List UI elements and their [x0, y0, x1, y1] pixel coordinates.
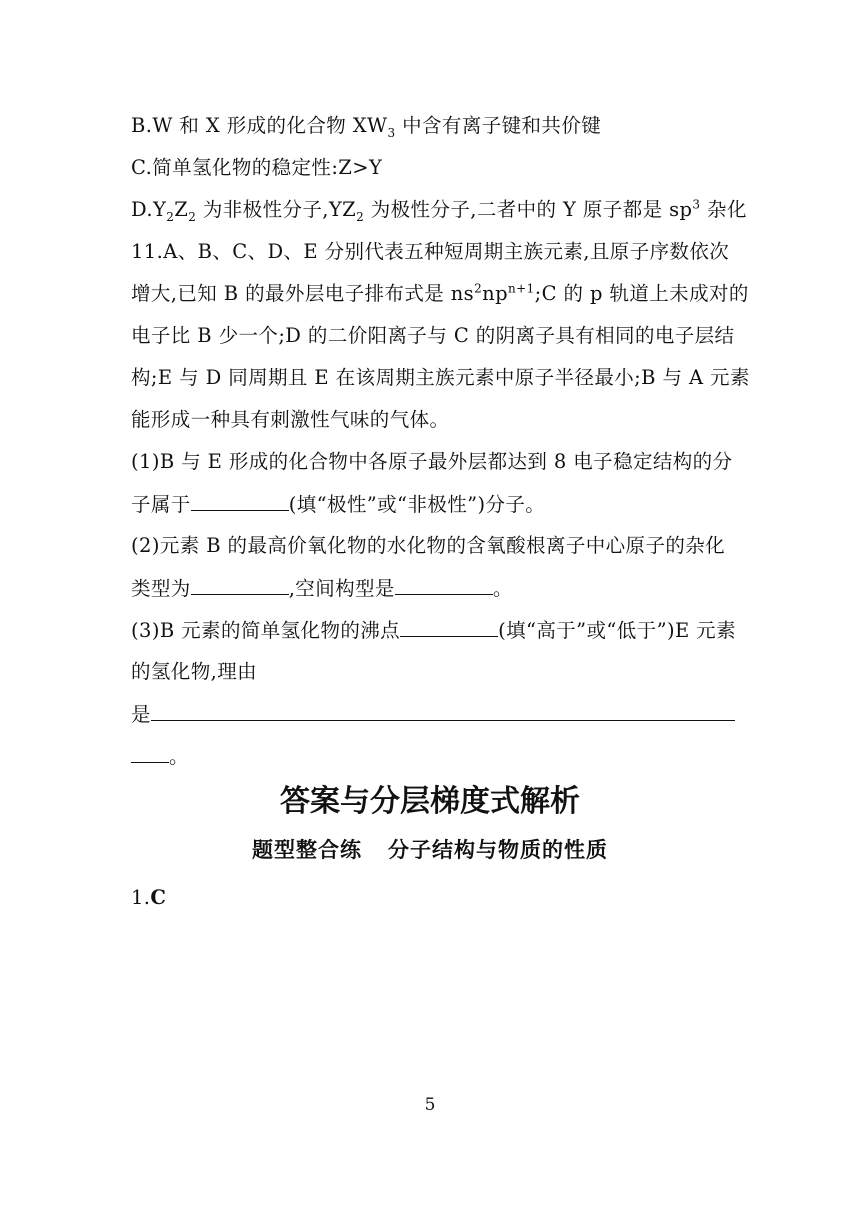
text-span: 为极性分子,二者中的 Y 原子都是 sp — [364, 198, 693, 221]
question-11-line-1: 11.A、B、C、D、E 分别代表五种短周期主族元素,且原子序数依次 — [131, 240, 730, 263]
subscript: 3 — [387, 125, 396, 140]
answer-blank[interactable] — [191, 492, 289, 511]
text-span: 。 — [492, 577, 513, 600]
subscript: 2 — [356, 209, 365, 224]
subquestion-1-line-2 — [131, 492, 545, 517]
subquestion-3-line-1 — [131, 618, 736, 643]
subquestion-3-line-2: 的氢化物,理由 — [131, 660, 257, 683]
subquestion-1-line-1: (1)B 与 E 形成的化合物中各原子最外层都达到 8 电子稳定结构的分 — [131, 450, 733, 473]
subsection-title — [0, 834, 860, 864]
text-span: (3)B 元素的简单氢化物的沸点 — [131, 619, 401, 642]
subquestion-3-line-3 — [131, 702, 735, 727]
subscript: 2 — [188, 209, 197, 224]
text-span: 杂化 — [700, 198, 747, 221]
text-span: np — [482, 282, 508, 305]
question-11-line-2 — [131, 282, 749, 306]
text-span: (填“极性”或“非极性”)分子。 — [288, 493, 546, 516]
option-d — [131, 198, 747, 222]
subsection-right: 分子结构与物质的性质 — [388, 838, 608, 862]
subquestion-3-line-4 — [131, 744, 189, 769]
superscript: 2 — [474, 281, 483, 296]
option-b — [131, 114, 601, 138]
text-span: 是 — [131, 703, 151, 726]
question-11-line-5: 能形成一种具有刺激性气味的气体。 — [131, 408, 450, 431]
answer-blank[interactable] — [400, 618, 498, 637]
text-span: ,空间构型是 — [288, 577, 395, 600]
answer-letter: C — [150, 886, 167, 909]
text-span: 增大,已知 B 的最外层电子排布式是 ns — [131, 282, 475, 305]
subsection-left: 题型整合练 — [252, 838, 362, 862]
option-c: C.简单氢化物的稳定性:Z>Y — [131, 156, 383, 179]
superscript: n+1 — [507, 281, 535, 296]
subquestion-2-line-1: (2)元素 B 的最高价氧化物的水化物的含氧酸根离子中心原子的杂化 — [131, 534, 726, 557]
text-span: 子属于 — [131, 493, 191, 516]
question-11-line-3: 电子比 B 少一个;D 的二价阳离子与 C 的阴离子具有相同的电子层结 — [131, 324, 735, 347]
text-span: 类型为 — [131, 577, 191, 600]
text-span: 为非极性分子,YZ — [196, 198, 357, 221]
answer-number: 1. — [131, 886, 151, 909]
text-span: (填“高于”或“低于”)E 元素 — [498, 619, 736, 642]
superscript: 3 — [692, 197, 701, 212]
option-b-text-end: 中含有离子键和共价键 — [395, 114, 602, 137]
answer-1 — [131, 886, 166, 910]
answer-blank-short[interactable] — [131, 744, 169, 763]
text-span: Z — [174, 198, 189, 221]
text-span: D.Y — [131, 198, 167, 221]
question-11-line-4: 构;E 与 D 同周期且 E 在该周期主族元素中原子半径最小;B 与 A 元素 — [131, 366, 750, 389]
option-b-text: B.W 和 X 形成的化合物 XW — [131, 114, 388, 137]
subquestion-2-line-2 — [131, 576, 513, 601]
text-span: ;C 的 p 轨道上未成对的 — [534, 282, 749, 305]
page-number: 5 — [424, 1095, 436, 1115]
answer-blank[interactable] — [191, 576, 289, 595]
text-span: 。 — [169, 745, 189, 768]
answer-blank-long[interactable] — [151, 702, 735, 721]
answer-blank[interactable] — [395, 576, 493, 595]
section-title: 答案与分层梯度式解析 — [280, 784, 580, 819]
subscript: 2 — [166, 209, 175, 224]
